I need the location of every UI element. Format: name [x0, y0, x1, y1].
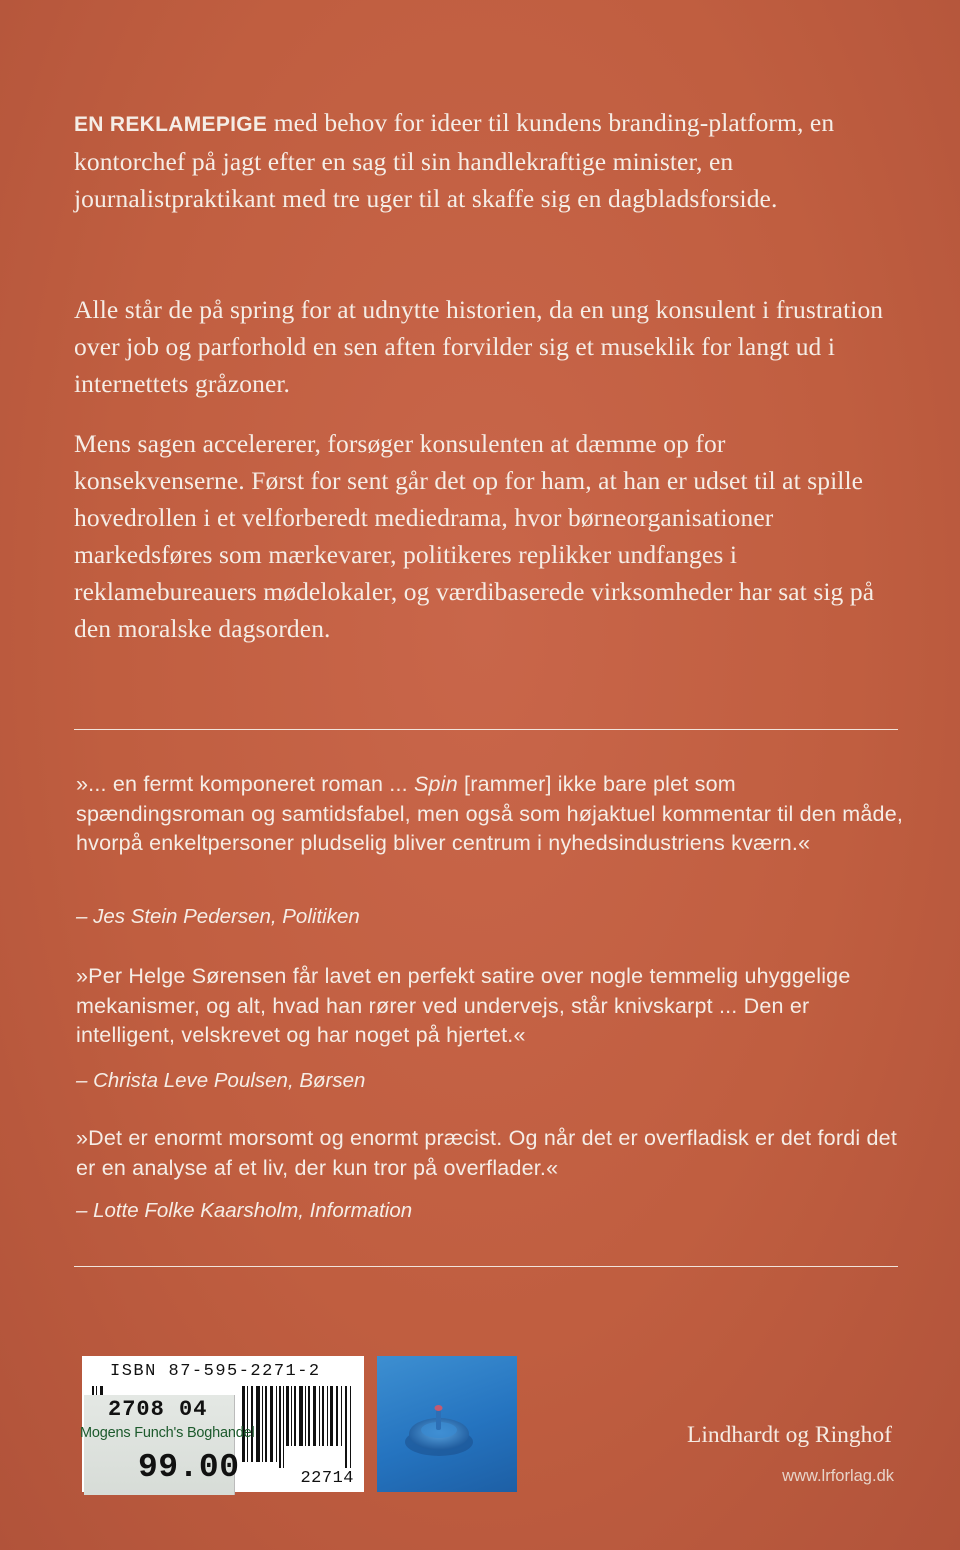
publisher-name: Lindhardt og Ringhof [687, 1422, 892, 1448]
sticker-code: 2708 04 [108, 1397, 208, 1422]
divider-top [74, 729, 898, 730]
review-quote-1 [76, 770, 906, 859]
review-quote-1-start: »... en fermt komponeret roman ... [76, 772, 415, 796]
spinning-top-icon [377, 1356, 517, 1492]
blurb-paragraph-1 [74, 104, 894, 217]
review-quote-1-end: [rammer] ikke bare plet som spændingsroman og samtidsfabel, men også som højaktuel kommentar til den måde, hvorpå enkeltpersoner pludselig bliver centrum i nyhedsindustriens kværn.« [76, 772, 904, 855]
ean-digits: 22714 [300, 1469, 354, 1488]
cover-thumbnail [377, 1356, 517, 1492]
divider-bottom [74, 1266, 898, 1267]
blurb-paragraph-2: Alle står de på spring for at udnytte historien, da en ung konsulent i frustration over job og parforhold en sen aften forvilder sig et museklik for langt ud i internettets gråzoner. [74, 295, 884, 398]
sticker-price: 99.00 [138, 1449, 240, 1486]
blurb-paragraph-1-text: med behov for ideer til kundens branding-platform, en kontorchef på jagt efter en sag til sin handlekraftige minister, en journalistpraktikant med tre uger til at skaffe sig en dagbladsforside. [74, 108, 835, 213]
price-sticker [80, 1395, 255, 1495]
publisher-website[interactable]: www.lrforlag.dk [782, 1467, 894, 1485]
blurb-lead-caps: EN REKLAMEPIGE [74, 113, 268, 136]
review-attribution-3: – Lotte Folke Kaarsholm, Information [76, 1199, 413, 1222]
blurb-paragraph-3: Mens sagen accelererer, forsøger konsulenten at dæmme op for konsekvenserne. Først for sent går det op for ham, at han er udset til at spille hovedrollen i et velforberedt mediedrama, hvor børneorganisationer markedsføres som mærkevarer, politikeres replikker undfanges i reklamebureauers mødelokaler, og værdibaserede virksomheder har sat sig på den moralske dagsorden. [74, 429, 875, 643]
review-quote-2: »Per Helge Sørensen får lavet en perfekt satire over nogle temmelig uhyggelige mekanismer, og alt, hvad han rører ved undervejs, står knivskarpt ... Den er intelligent, velskrevet og har noget på hjertet.« [76, 964, 851, 1047]
isbn-text: ISBN 87-595-2271-2 [110, 1362, 321, 1381]
review-quote-1-title: Spin [414, 772, 458, 796]
sticker-shop-name: Mogens Funch's Boghandel [80, 1425, 255, 1441]
review-attribution-1: – Jes Stein Pedersen, Politiken [76, 905, 360, 928]
review-quote-3: »Det er enormt morsomt og enormt præcist. Og når det er overfladisk er det fordi det er en analyse af et liv, der kun tror på overflader.« [76, 1126, 897, 1180]
review-attribution-2: – Christa Leve Poulsen, Børsen [76, 1069, 366, 1092]
